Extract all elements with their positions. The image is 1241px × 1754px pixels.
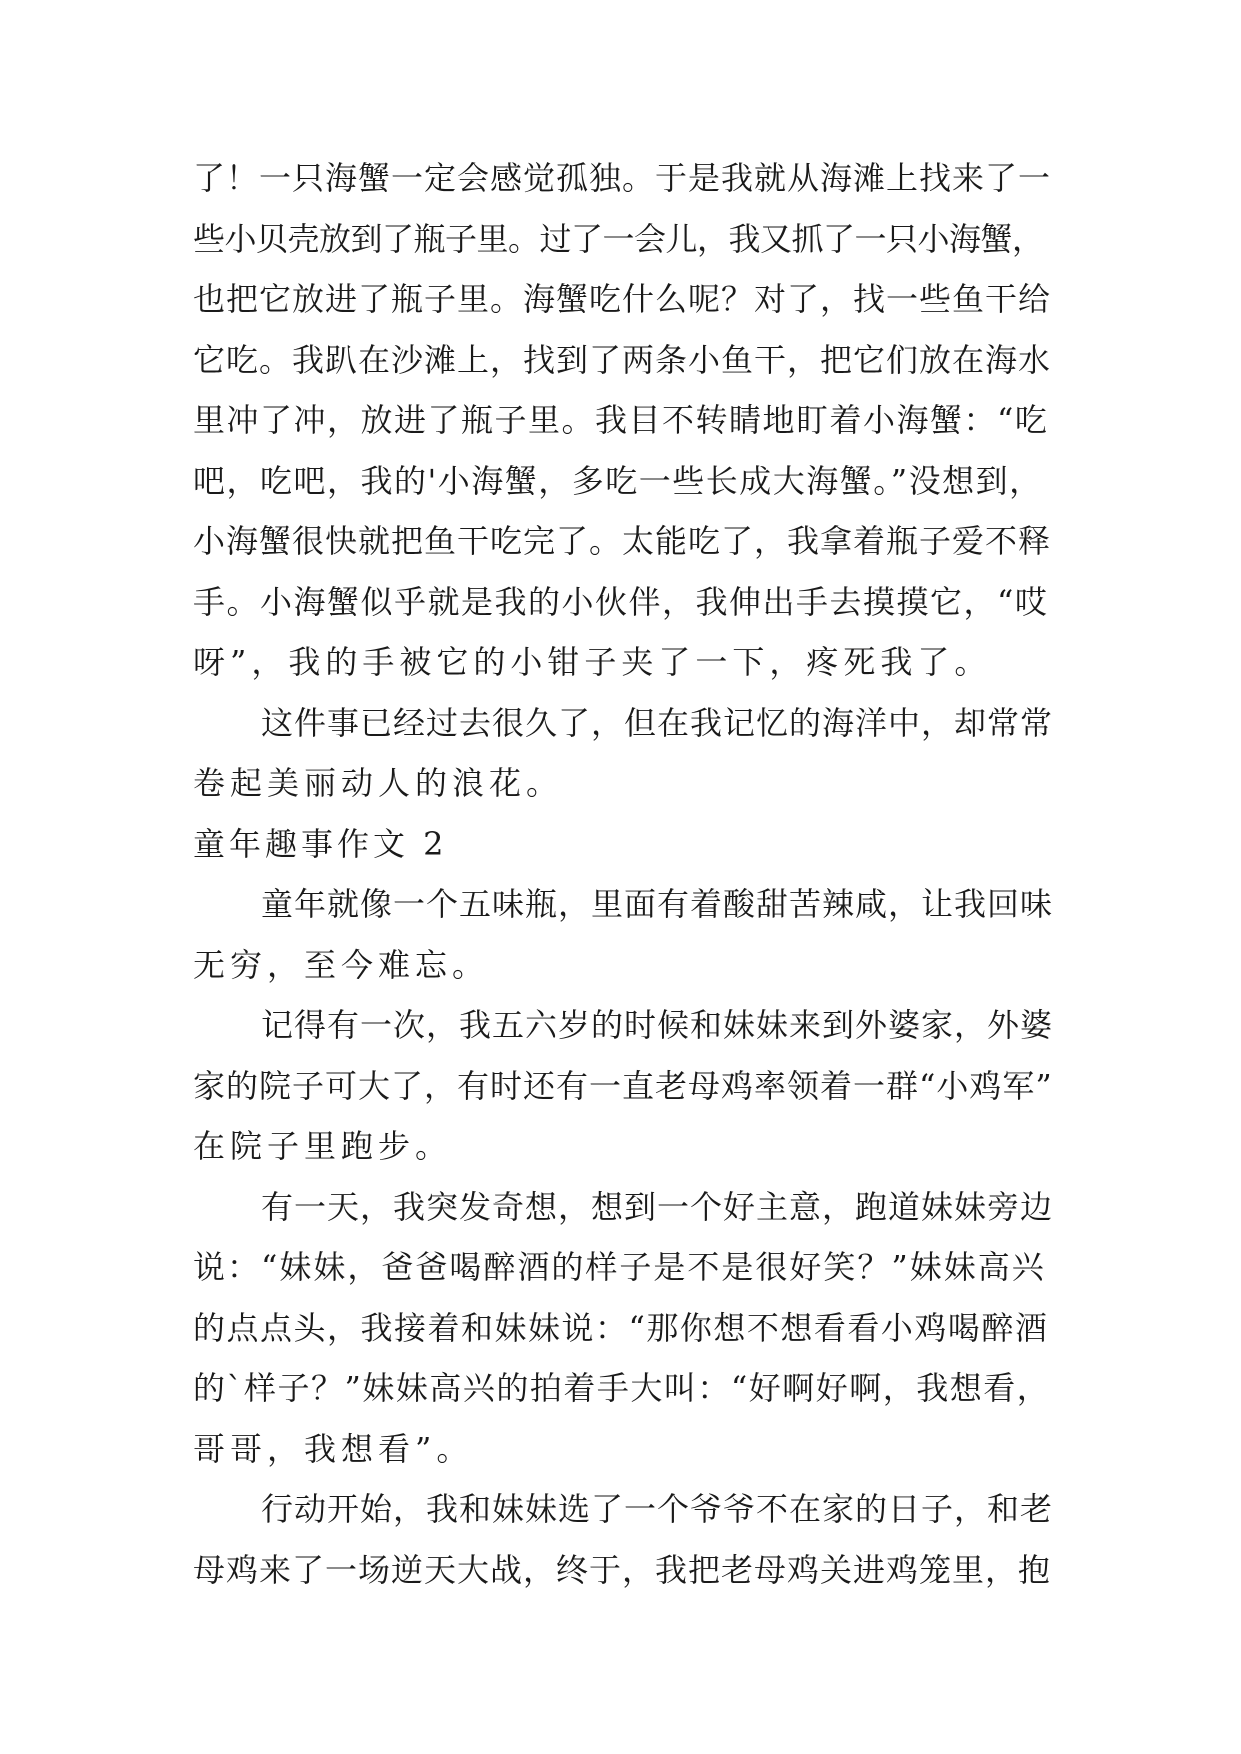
text-line: 卷起美丽动人的浪花。 [193,764,564,802]
text-line: 说：“妹妹，爸爸喝醉酒的样子是不是很好笑？”妹妹高兴 [193,1248,1046,1286]
text-line: 无穷，至今难忘。 [193,945,490,984]
paragraph [193,1177,1053,1480]
paragraph [193,148,1053,693]
text-line: 里冲了冲，放进了瓶子里。我目不转睛地盯着小海蟹：“吃 [193,401,1049,439]
text-line: 这件事已经过去很久了，但在我记忆的海洋中，却常常 [261,703,1054,742]
text-line: 的`样子？”妹妹高兴的拍着手大叫：“好啊好啊，我想看， [193,1369,1051,1407]
text-line: 行动开始，我和妹妹选了一个爷爷不在家的日子，和老 [261,1490,1054,1528]
text-line: 它吃。我趴在沙滩上，找到了两条小鱼干，把它们放在海水 [193,340,1052,379]
text-line: 呀”，我的手被它的小钳子夹了一下，疼死我了。 [193,643,992,681]
text-line: 手。小海蟹似乎就是我的小伙伴，我伸出手去摸摸它，“哎 [193,582,1049,621]
text-line: 童年就像一个五味瓶，里面有着酸甜苦辣咸，让我回味 [261,885,1054,923]
paragraph [193,995,1053,1177]
text-line: 有一天，我突发奇想，想到一个好主意，跑道妹妹旁边 [261,1187,1054,1226]
text-line: 家的院子可大了，有时还有一直老母鸡率领着一群“小鸡军” [193,1066,1053,1105]
paragraph [193,693,1053,814]
text-line: 在院子里跑步。 [193,1127,453,1165]
text-line: 小海蟹很快就把鱼干吃完了。太能吃了，我拿着瓶子爱不释 [193,522,1052,560]
paragraph [193,1479,1053,1600]
heading-text: 童年趣事作文 2 [193,824,448,863]
text-line: 吧，吃吧，我的'小海蟹，多吃一些长成大海蟹。”没想到， [193,461,1043,500]
text-line: 的点点头，我接着和妹妹说：“那你想不想看看小鸡喝醉酒 [193,1308,1049,1347]
text-line: 哥哥，我想看”。 [193,1429,474,1468]
text-line: 记得有一次，我五六岁的时候和妹妹来到外婆家，外婆 [261,1006,1054,1044]
section-heading [193,814,1053,875]
document-page [193,148,1053,1600]
text-line: 母鸡来了一场逆天大战，终于，我把老母鸡关进鸡笼里，抱 [193,1550,1052,1589]
paragraph [193,874,1053,995]
text-line: 些小贝壳放到了瓶子里。过了一会儿，我又抓了一只小海蟹， [193,219,1044,258]
text-line: 也把它放进了瓶子里。海蟹吃什么呢？对了，找一些鱼干给 [193,280,1052,318]
text-line: 了！一只海蟹一定会感觉孤独。于是我就从海滩上找来了一 [193,159,1052,197]
